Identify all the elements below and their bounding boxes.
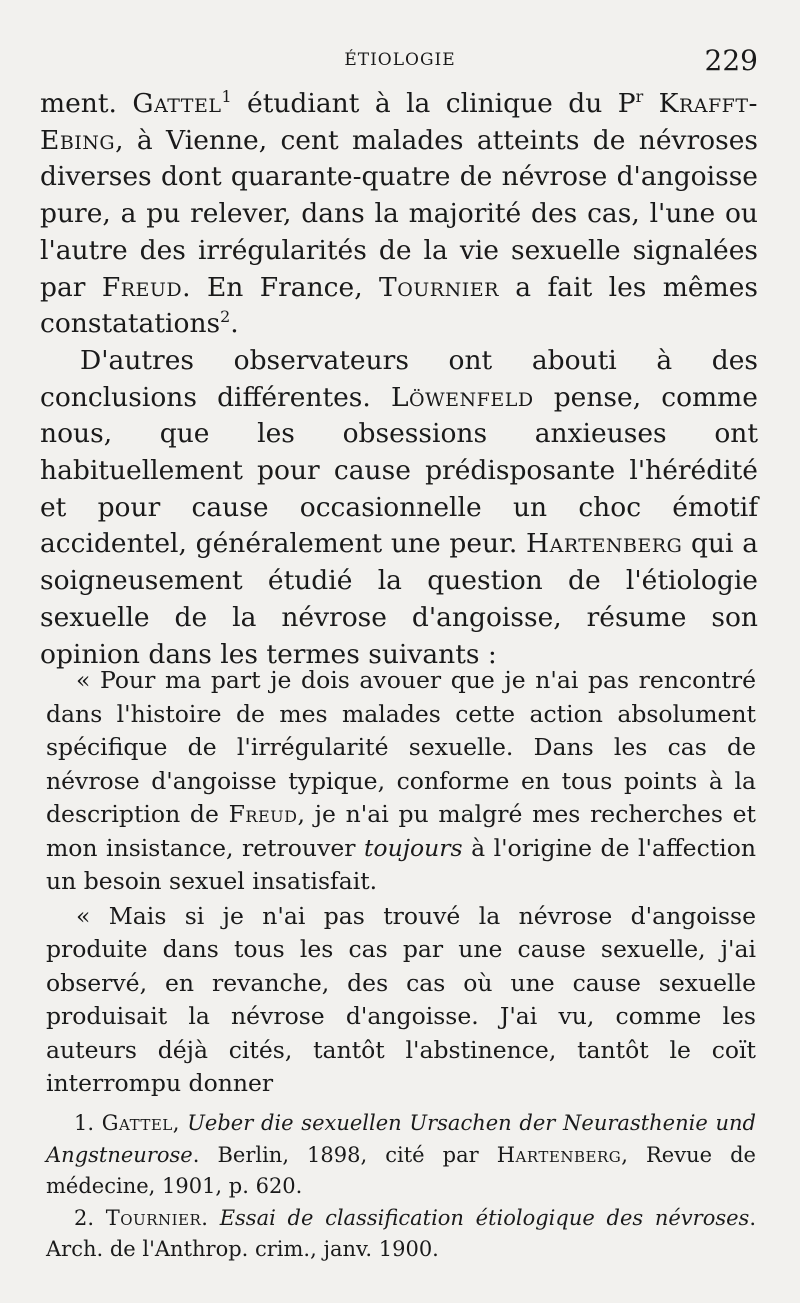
footnotes — [46, 1108, 756, 1266]
footnote-author: Gattel — [101, 1111, 173, 1135]
text-run: pense, comme nous, que les obsessions anxieuses ont habituellement pour cause prédisposante l'hérédité et pour cause occasionnelle un choc émotif accidentel, généralement une peur. — [40, 381, 758, 560]
text-run: , à Vienne, cent malades atteints de névroses diverses dont quarante-quatre de névrose d'angoisse pure, a pu relever, dans la majorité des cas, l'une ou l'autre des irrégularités de la vie sexuelle signalées par — [40, 124, 758, 303]
author-name-gattel: Gattel — [132, 88, 222, 119]
text-run: . Arch. de l'Anthrop. crim., janv. 1900. — [46, 1205, 757, 1261]
running-title: ÉTIOLOGIE — [344, 50, 456, 70]
text-run: . En France, — [182, 271, 380, 303]
block-quotation — [46, 664, 756, 1101]
text-run — [643, 88, 658, 119]
main-text — [40, 86, 758, 673]
text-run: , Revue de médecine, 1901, p. 620. — [46, 1142, 756, 1198]
footnote-2 — [46, 1203, 756, 1266]
footnote-number: 1. — [74, 1111, 102, 1135]
text-run: ment. — [40, 88, 133, 119]
paragraph-1 — [40, 86, 758, 343]
professor-abbrev-sup: r — [635, 87, 644, 107]
emphasis: toujours — [363, 833, 463, 862]
text-run: . — [201, 1205, 220, 1230]
paragraph-2 — [40, 343, 758, 673]
text-run: a fait les mêmes constatations — [40, 271, 758, 340]
quote-paragraph-1 — [46, 664, 756, 899]
page-header — [40, 44, 760, 84]
footnote-ref-1: 1 — [221, 87, 232, 107]
author-name-freud: Freud — [228, 800, 298, 828]
footnote-author: Hartenberg — [496, 1142, 622, 1167]
text-run: , je n'ai pu malgré mes recherches et mon insistance, retrouver — [46, 800, 756, 862]
text-run: étudiant à la clinique du P — [231, 88, 636, 119]
footnote-author: Tournier — [105, 1205, 202, 1230]
author-name-hartenberg: Hartenberg — [525, 528, 683, 560]
text-run: « Pour ma part je dois avouer que je n'ai pas rencontré dans l'histoire de mes malades cette action absolument spécifique de l'irrégularité sexuelle. Dans les cas de névrose d'angoisse typique, conforme en tous points à la description de — [46, 666, 756, 828]
footnote-number: 2. — [74, 1205, 106, 1230]
footnote-work-title: Essai de classification étiologique des névroses — [219, 1205, 750, 1230]
page-number: 229 — [704, 44, 758, 77]
text-run: « Mais si je n'ai pas trouvé la névrose d'angoisse produite dans tous les cas par une cause sexuelle, j'ai observé, en revanche, des cas où une cause sexuelle produisait la névrose d'angoisse. J'ai vu, comme les auteurs déjà cités, tantôt l'abstinence, tantôt le coït interrompu donner — [46, 901, 756, 1097]
footnote-ref-2: 2 — [220, 307, 231, 327]
text-run: . Berlin, 1898, cité par — [192, 1142, 497, 1167]
text-run: à l'origine de l'affection un besoin sexuel insatisfait. — [46, 833, 756, 895]
text-run: . — [230, 308, 239, 340]
footnote-1 — [46, 1108, 756, 1203]
quote-paragraph-2 — [46, 900, 756, 1101]
text-run: D'autres observateurs ont abouti à des conclusions différentes. — [40, 344, 758, 413]
author-name-lowenfeld: Löwenfeld — [390, 381, 534, 413]
author-name-tournier: Tournier — [379, 271, 499, 303]
author-name-krafft-ebing: Krafft-Ebing — [40, 88, 758, 156]
text-run: , — [172, 1111, 188, 1135]
author-name-freud: Freud — [101, 271, 183, 303]
text-run: qui a soigneusement étudié la question de l'étiologie sexuelle de la névrose d'angoisse, résume son opinion dans les termes suivants : — [40, 528, 758, 670]
footnote-work-title: Ueber die sexuellen Ursachen der Neurasthenie und Angstneurose — [46, 1111, 757, 1167]
